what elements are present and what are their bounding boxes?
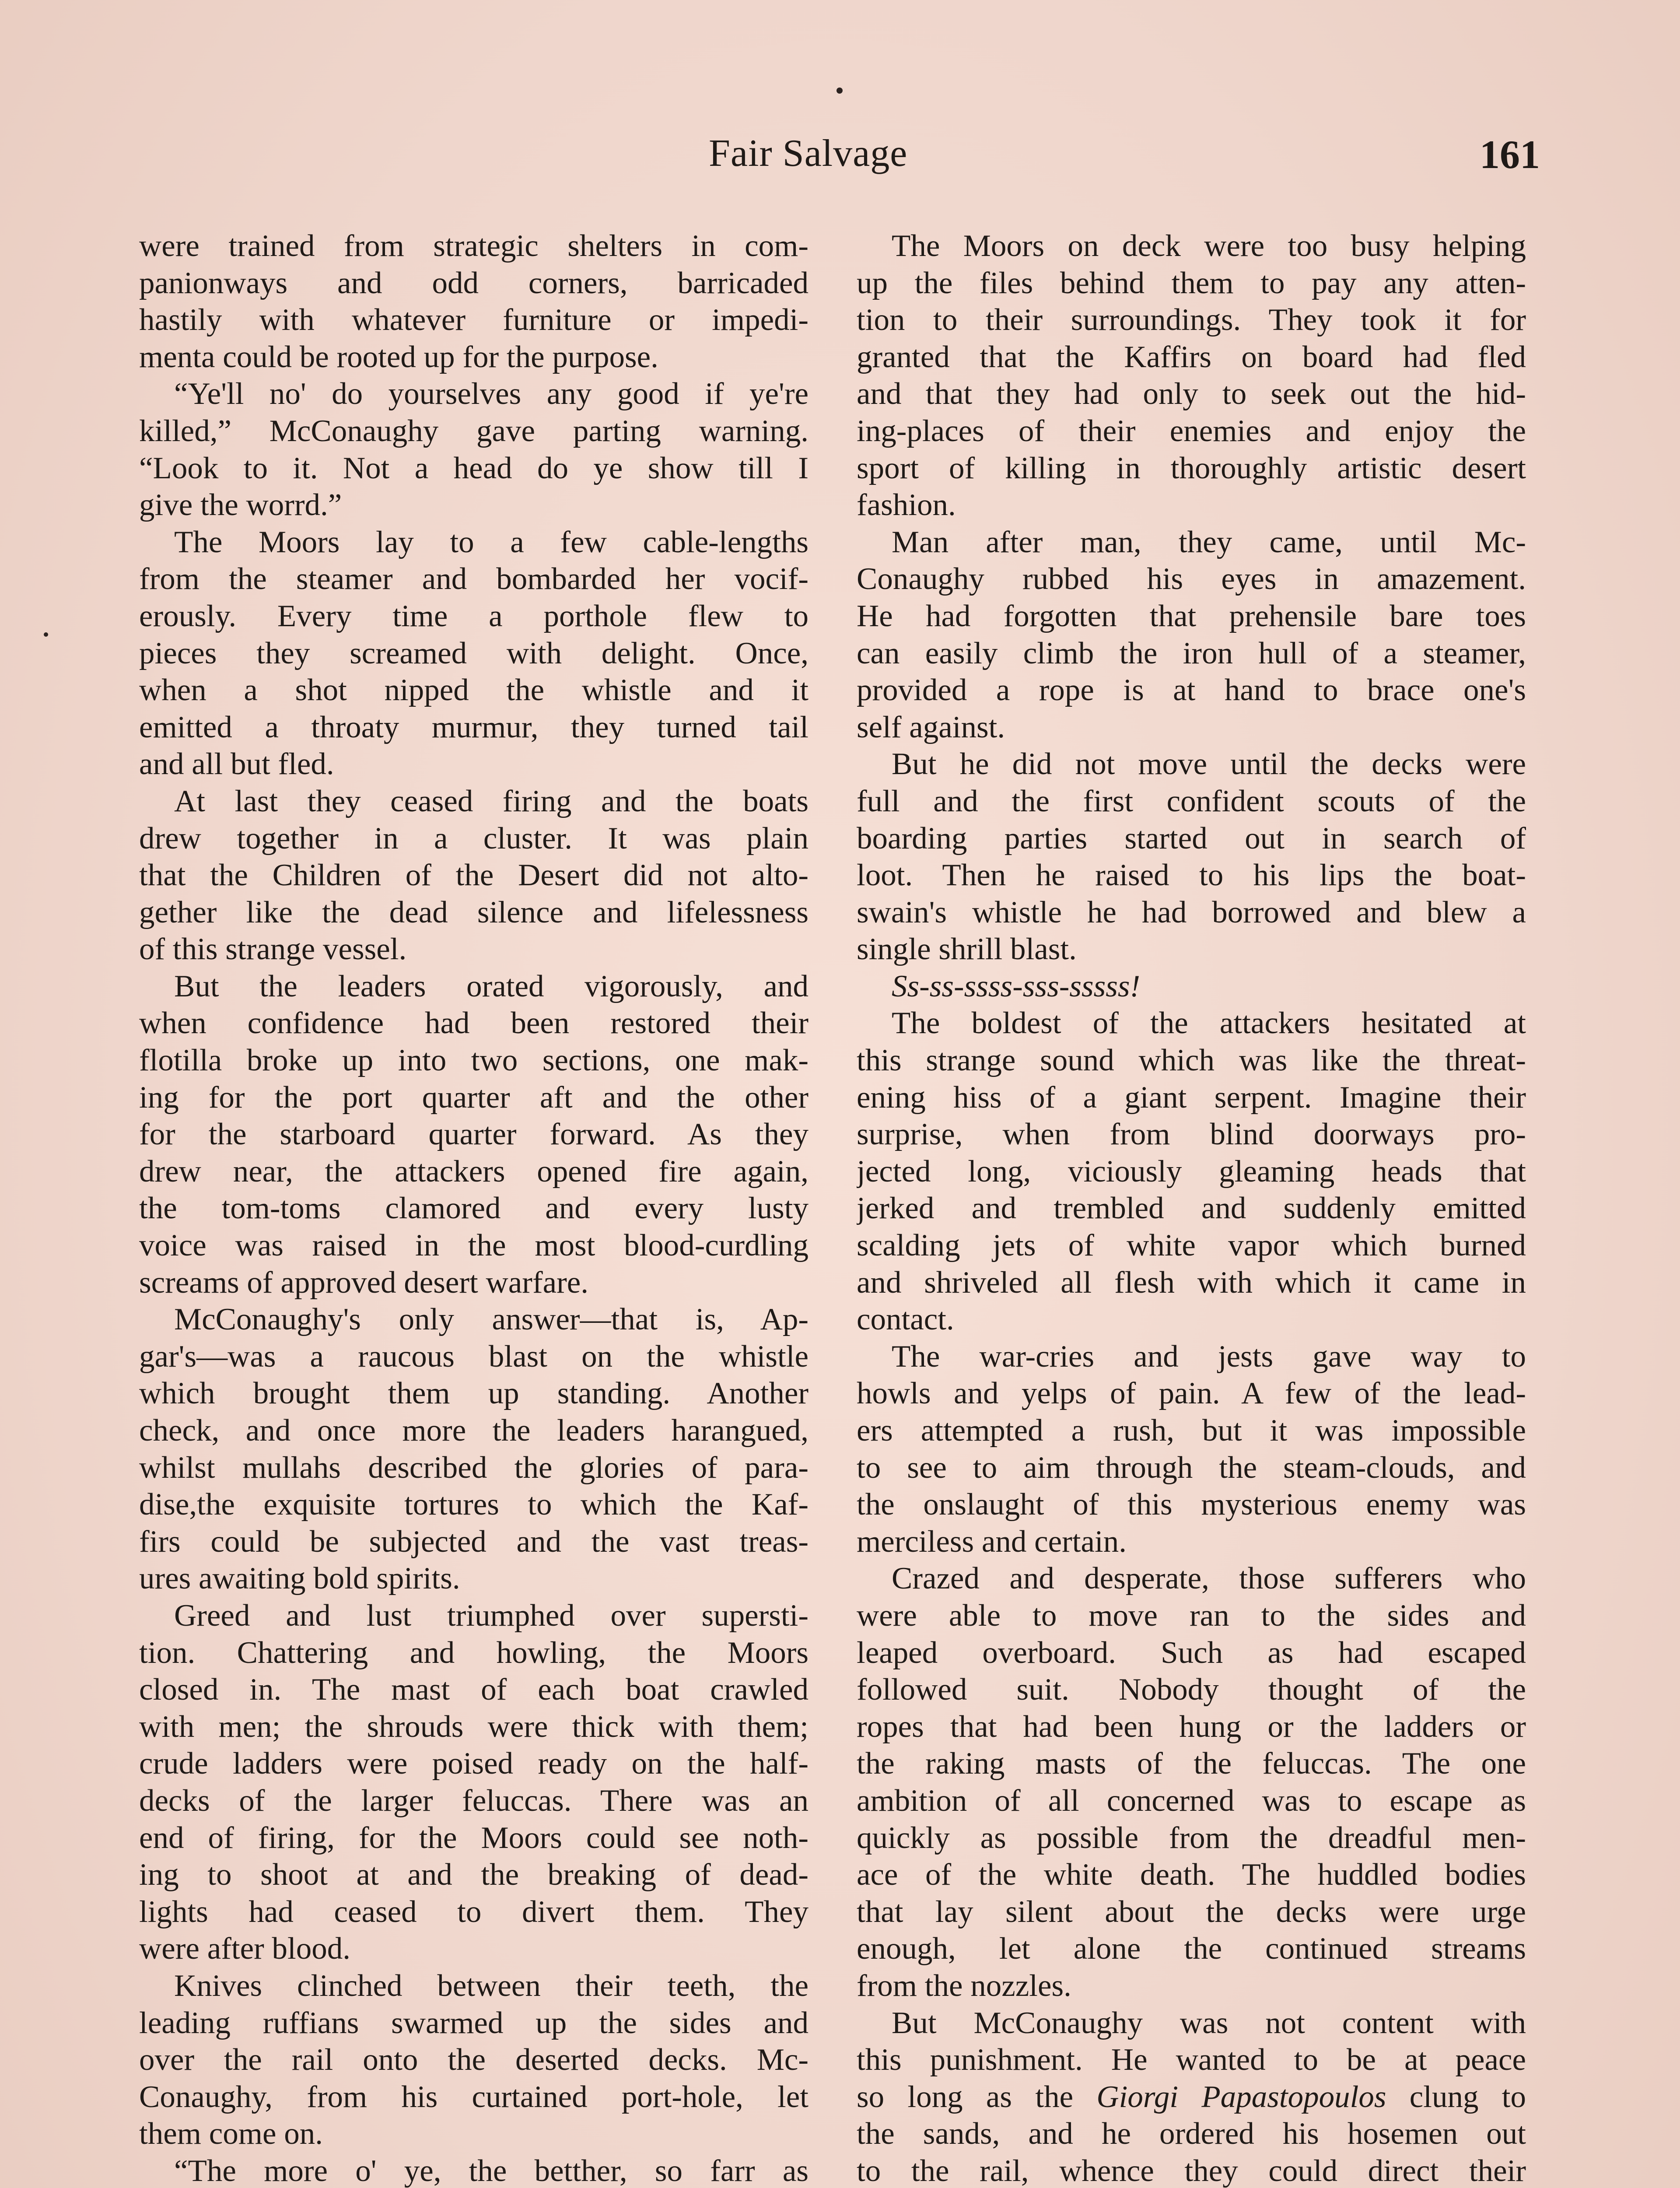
text-line: single shrill blast. (857, 932, 1077, 967)
text-line: from the nozzles. (857, 1968, 1071, 2003)
text-line: the raking masts of the feluccas. The one (857, 1746, 1526, 1781)
text-line: ace of the white death. The huddled bodies (857, 1858, 1526, 1892)
text-line: and that they had only to seek out the hid- (857, 377, 1526, 411)
text-line: leading ruffians swarmed up the sides and (139, 2006, 808, 2040)
text-line: followed suit. Nobody thought of the (857, 1673, 1526, 1707)
text-line: The boldest of the attackers hesitated at (892, 1006, 1526, 1041)
text-line: flotilla broke up into two sections, one mak- (139, 1043, 808, 1078)
text-line: pieces they screamed with delight. Once, (139, 636, 808, 670)
text-line: Greed and lust triumphed over supersti- (174, 1598, 808, 1633)
text-line: drew near, the attackers opened fire again, (139, 1154, 808, 1189)
text-line: ing-places of their enemies and enjoy the (857, 414, 1526, 448)
text-line: can easily climb the iron hull of a steamer, (857, 636, 1526, 670)
text-line: emitted a throaty murmur, they turned tail (139, 710, 808, 744)
text-line: enough, let alone the continued streams (857, 1932, 1526, 1966)
text-line: end of firing, for the Moors could see noth- (139, 1820, 808, 1855)
text-line: dise,the exquisite tortures to which the Kaf- (139, 1487, 808, 1522)
text-line: that lay silent about the decks were urge (857, 1894, 1526, 1929)
text-line: surprise, when from blind doorways pro- (857, 1117, 1526, 1152)
text-line: But the leaders orated vigorously, and (174, 969, 808, 1003)
text-line: hastily with whatever furniture or impedi- (139, 303, 808, 337)
text-line: The Moors on deck were too busy helping (892, 229, 1526, 263)
text-line: ing for the port quarter aft and the other (139, 1080, 808, 1115)
running-title: Fair Salvage (709, 132, 908, 175)
text-line: decks of the larger feluccas. There was an (139, 1783, 808, 1818)
text-line: At last they ceased firing and the boats (174, 784, 808, 818)
text-line: drew together in a cluster. It was plain (139, 821, 808, 856)
text-line: contact. (857, 1302, 954, 1337)
text-line: He had forgotten that prehensile bare toes (857, 599, 1526, 633)
text-line: the sands, and he ordered his hosemen out (857, 2117, 1526, 2151)
text-line: lights had ceased to divert them. They (139, 1894, 808, 1929)
text-line: “The more o' ye, the betther, so farr as (174, 2153, 808, 2188)
text-line: to see to aim through the steam-clouds, and (857, 1450, 1526, 1485)
left-column (139, 228, 808, 2188)
text-line: to the rail, whence they could direct their (857, 2153, 1526, 2188)
text-line: erously. Every time a porthole flew to (139, 599, 808, 633)
text-line: ambition of all concerned was to escape as (857, 1783, 1526, 1818)
text-line: for the starboard quarter forward. As they (139, 1117, 808, 1152)
text-line: with men; the shrouds were thick with them; (139, 1709, 808, 1744)
text-line: killed,” McConaughy gave parting warning. (139, 414, 808, 448)
text-line: merciless and certain. (857, 1524, 1127, 1559)
text-line: which brought them up standing. Another (139, 1376, 808, 1411)
text-line: ening hiss of a giant serpent. Imagine their (857, 1080, 1526, 1115)
text-line: jerked and trembled and suddenly emitted (857, 1191, 1526, 1226)
text-line: Man after man, they came, until Mc- (892, 525, 1526, 559)
text-line: when a shot nipped the whistle and it (139, 673, 808, 708)
text-line: the tom-toms clamored and every lusty (139, 1191, 808, 1226)
text-line: check, and once more the leaders harangued, (139, 1413, 808, 1448)
text-line: Crazed and desperate, those sufferers who (892, 1561, 1526, 1596)
text-line: boarding parties started out in search of (857, 821, 1526, 856)
text-line: whilst mullahs described the glories of para- (139, 1450, 808, 1485)
text-line: closed in. The mast of each boat crawled (139, 1673, 808, 1707)
text-line: full and the first confident scouts of the (857, 784, 1526, 818)
text-line: sport of killing in thoroughly artistic desert (857, 451, 1526, 485)
text-line: leaped overboard. Such as had escaped (857, 1635, 1526, 1670)
text-line: Knives clinched between their teeth, the (174, 1968, 808, 2003)
text-line: from the steamer and bombarded her vocif- (139, 562, 808, 596)
text-line: were trained from strategic shelters in com- (139, 229, 808, 263)
text-line: this punishment. He wanted to be at peace (857, 2043, 1526, 2077)
text-line: the onslaught of this mysterious enemy was (857, 1487, 1526, 1522)
text-line: give the worrd.” (139, 488, 342, 522)
text-line: howls and yelps of pain. A few of the lead- (857, 1376, 1526, 1411)
text-line: scalding jets of white vapor which burned (857, 1228, 1526, 1263)
text-line: Conaughy rubbed his eyes in amazement. (857, 562, 1526, 596)
text-line: quickly as possible from the dreadful men- (857, 1820, 1526, 1855)
text-line: when confidence had been restored their (139, 1006, 808, 1041)
text-line: fashion. (857, 488, 956, 522)
text-line: over the rail onto the deserted decks. Mc- (139, 2043, 808, 2077)
text-line: that the Children of the Desert did not alto- (139, 858, 808, 893)
text-line: “Ye'll no' do yourselves any good if ye're (174, 377, 808, 411)
text-line: The Moors lay to a few cable-lengths (174, 525, 808, 559)
text-line: The war-cries and jests gave way to (892, 1339, 1526, 1374)
page-header (0, 131, 1680, 193)
text-line: of this strange vessel. (139, 932, 407, 967)
text-line: Ss-ss-ssss-sss-sssss! (892, 969, 1141, 1003)
text-line: ing to shoot at and the breaking of dead- (139, 1858, 808, 1892)
text-line: swain's whistle he had borrowed and blew a (857, 895, 1526, 929)
text-line: were able to move ran to the sides and (857, 1598, 1526, 1633)
text-line: ropes that had been hung or the ladders or (857, 1709, 1526, 1744)
text-line: But he did not move until the decks were (892, 747, 1526, 782)
text-line: jected long, viciously gleaming heads that (857, 1154, 1526, 1189)
text-line: McConaughy's only answer—that is, Ap- (174, 1302, 808, 1337)
text-line: But McConaughy was not content with (892, 2006, 1526, 2040)
text-line: them come on. (139, 2117, 323, 2151)
text-line: provided a rope is at hand to brace one's (857, 673, 1526, 708)
text-line: loot. Then he raised to his lips the boat- (857, 858, 1526, 893)
text-line: and all but fled. (139, 747, 334, 782)
text-line: voice was raised in the most blood-curdling (139, 1228, 808, 1263)
text-line: screams of approved desert warfare. (139, 1265, 589, 1300)
text-line: ers attempted a rush, but it was impossible (857, 1413, 1526, 1448)
text-line: panionways and odd corners, barricaded (139, 266, 808, 300)
text-line: tion. Chattering and howling, the Moors (139, 1635, 808, 1670)
ship-name: Giorgi Papastopoulos (1096, 2079, 1386, 2114)
text-line: were after blood. (139, 1932, 350, 1966)
text-line: gar's—was a raucous blast on the whistle (139, 1339, 808, 1374)
text-line: this strange sound which was like the threat- (857, 1043, 1526, 1078)
text-line: crude ladders were poised ready on the half- (139, 1746, 808, 1781)
page-number: 161 (1480, 132, 1540, 177)
text-line: up the files behind them to pay any atten- (857, 266, 1526, 300)
text-line: tion to their surroundings. They took it for (857, 303, 1526, 337)
right-column (857, 228, 1526, 2188)
text-line: so long as the Giorgi Papastopoulos clung to (857, 2079, 1526, 2114)
text-line: Conaughy, from his curtained port-hole, let (139, 2079, 808, 2114)
text-line: and shriveled all flesh with which it came in (857, 1265, 1526, 1300)
print-speck (836, 88, 843, 94)
text-line: gether like the dead silence and lifelessness (139, 895, 808, 929)
text-line: granted that the Kaffirs on board had fled (857, 340, 1526, 374)
text-line: “Look to it. Not a head do ye show till I (139, 451, 808, 485)
text-line: firs could be subjected and the vast treas- (139, 1524, 808, 1559)
text-line: ures awaiting bold spirits. (139, 1561, 460, 1596)
text-line: menta could be rooted up for the purpose. (139, 340, 658, 374)
print-speck (44, 632, 48, 637)
text-line: self against. (857, 710, 1005, 744)
